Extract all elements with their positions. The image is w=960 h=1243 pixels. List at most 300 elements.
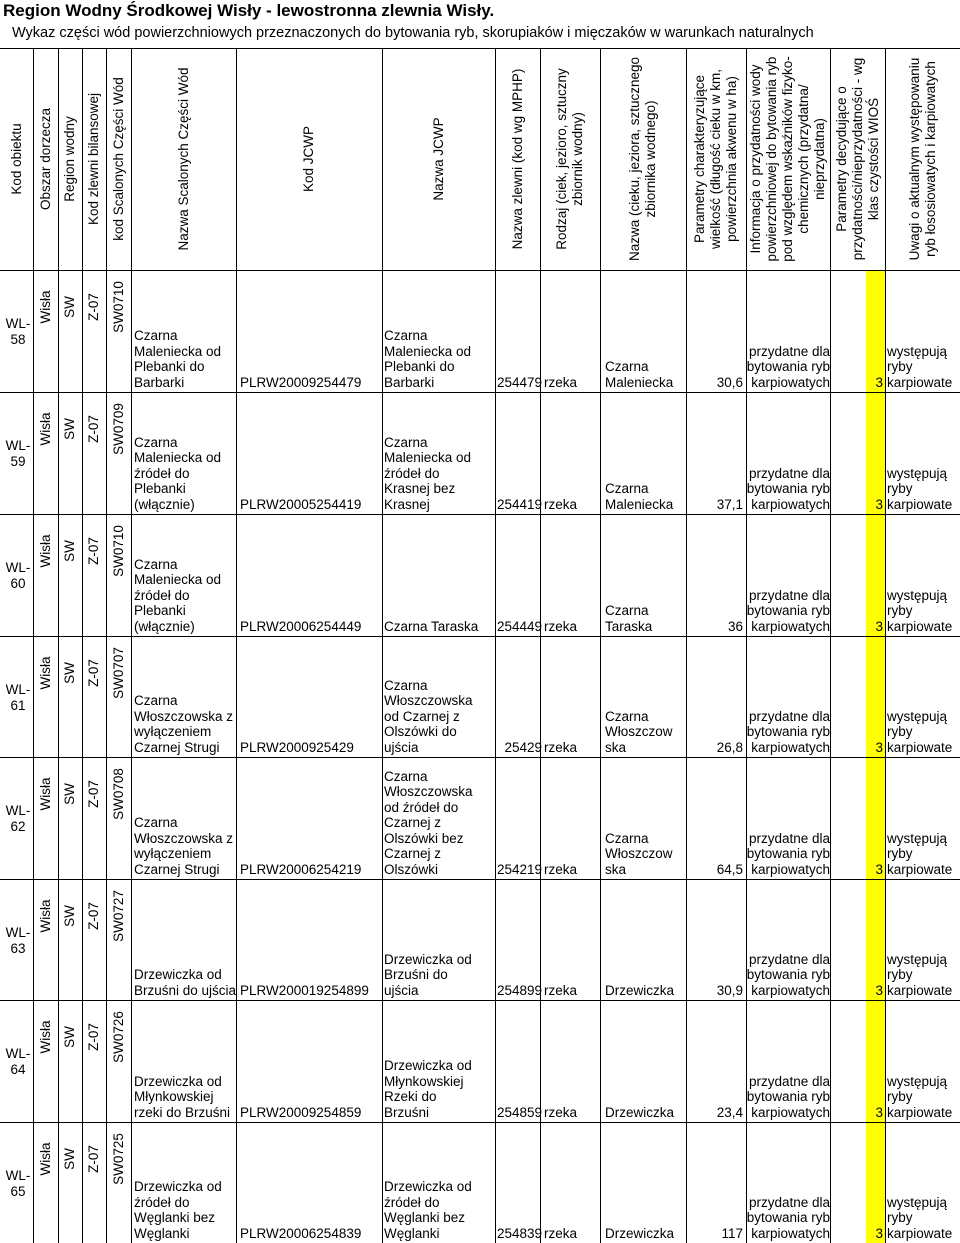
header-label: Nazwa Scalonych Części Wód	[175, 67, 191, 251]
object-code-line: WL-	[5, 438, 31, 453]
fish-remarks-line: karpiowate	[887, 861, 953, 877]
suitability-info-line: karpiowatych	[751, 1225, 830, 1241]
merged-water-code-text: SW0708	[110, 768, 126, 820]
jcwp-name-line: Drzewiczka od	[384, 951, 472, 967]
basin-area	[33, 1124, 58, 1194]
jcwp-name-line: Brzuśni do	[384, 967, 448, 982]
water-type: rzeka	[544, 496, 578, 512]
merged-water-name-line: Włoszczowska z	[134, 830, 234, 846]
jcwp-name-line: Krasnej	[384, 496, 430, 512]
water-name-line: Czarna	[605, 481, 649, 496]
row-divider	[0, 270, 960, 271]
row-divider	[0, 392, 960, 393]
row-divider	[0, 48, 960, 49]
mphp-code: 254839	[496, 1225, 542, 1241]
jcwp-code: PLRW20006254449	[240, 618, 362, 634]
header-cell	[686, 48, 746, 270]
header-cell	[382, 48, 495, 270]
header-label: Informacja o przydatności wody powierzchniowej do bytowania ryb pod względem wskaźników fizyko- chemicznych (przydatna/ nieprzydatna)	[748, 56, 827, 262]
water-name	[605, 603, 685, 634]
merged-water-name-line: Czarna	[134, 328, 178, 343]
merged-water-code	[106, 516, 131, 586]
merged-water-code	[106, 881, 131, 951]
object-code	[4, 1046, 32, 1077]
water-name-line: ska	[605, 861, 627, 877]
column-divider	[746, 48, 747, 1243]
water-type: rzeka	[544, 1225, 578, 1241]
header-label: Kod obiektu	[8, 123, 24, 195]
merged-water-name-line: Barbarki	[134, 374, 185, 390]
row-divider	[0, 879, 960, 880]
water-name	[605, 1105, 685, 1121]
column-divider	[495, 48, 496, 1243]
quality-class: 3	[875, 861, 883, 877]
merged-water-name-line: (włącznie)	[134, 496, 195, 512]
merged-water-name-line: Węglanki	[134, 1225, 190, 1241]
water-region-text: SW	[62, 418, 77, 440]
water-name-line: ska	[605, 739, 627, 755]
basin-area-text: Wisła	[37, 1142, 53, 1176]
suitability-info-line: przydatne dla	[748, 587, 830, 603]
merged-water-code	[106, 638, 131, 708]
fish-remarks-line: karpiowate	[887, 1225, 953, 1241]
merged-water-name-line: Węglanki bez	[134, 1210, 216, 1225]
water-name	[605, 983, 685, 999]
document-subtitle: Wykaz części wód powierzchniowych przeznaczonych do bytowania ryb, skorupiaków i mięczaków w warunkach naturalnych	[12, 25, 814, 41]
water-name-line: Czarna	[605, 708, 649, 724]
jcwp-name-line: Czarna	[384, 434, 428, 450]
jcwp-name-line: Czarnej z	[384, 846, 442, 861]
column-divider	[885, 48, 886, 1243]
merged-water-code	[106, 1002, 131, 1072]
merged-water-code	[106, 1124, 131, 1194]
merged-water-name-line: Plebanki	[134, 481, 186, 496]
suitability-info-line: karpiowatych	[751, 1104, 830, 1120]
header-cell	[82, 48, 106, 270]
fish-remarks-line: występują	[887, 587, 948, 603]
basin-area-text: Wisła	[37, 777, 53, 811]
jcwp-code: PLRW2000925429	[240, 739, 354, 755]
suitability-info	[740, 709, 830, 756]
fish-remarks-line: występują	[887, 1194, 948, 1210]
header-cell	[885, 48, 960, 270]
water-name-line: Czarna	[605, 603, 649, 618]
quality-class: 3	[875, 739, 883, 755]
jcwp-name-line: Maleniecka od	[384, 450, 472, 465]
suitability-info-line: bytowania ryb	[746, 1089, 830, 1104]
object-code-line: 61	[10, 697, 26, 713]
quality-class: 3	[875, 1104, 883, 1120]
catchment-code	[82, 394, 106, 464]
header-cell	[495, 48, 540, 270]
fish-remarks-line: ryby	[887, 846, 913, 861]
merged-water-code	[106, 394, 131, 464]
jcwp-name-line: Barbarki	[384, 374, 435, 390]
mphp-code: 254449	[496, 618, 542, 634]
object-code-line: WL-	[5, 1046, 31, 1061]
object-code	[4, 438, 32, 469]
merged-water-name-line: Czarnej Strugi	[134, 861, 220, 877]
column-divider	[382, 48, 383, 1243]
water-name	[605, 359, 685, 390]
jcwp-code: PLRW200019254899	[240, 982, 369, 998]
merged-water-name	[134, 815, 236, 877]
object-code	[4, 316, 32, 347]
quality-class: 3	[875, 496, 883, 512]
header-label: Uwagi o aktualnym występowaniu ryb łososiowatych i karpiowatych	[906, 57, 938, 261]
basin-area-text: Wisła	[37, 290, 53, 324]
header-label: Parametry decydujące o przydatności/nieprzydatności - wg klas czystości WIOŚ	[833, 57, 881, 261]
merged-water-name	[134, 557, 236, 635]
merged-water-name-line: Plebanki	[134, 603, 186, 618]
quality-class: 3	[875, 374, 883, 390]
jcwp-name-line: źródeł do	[384, 1194, 440, 1210]
water-region-text: SW	[62, 1148, 77, 1170]
suitability-info-line: bytowania ryb	[746, 846, 830, 861]
merged-water-name	[134, 693, 236, 755]
fish-remarks-line: ryby	[887, 1210, 913, 1225]
basin-area	[33, 1002, 58, 1072]
row-divider	[0, 514, 960, 515]
suitability-info-line: bytowania ryb	[746, 359, 830, 374]
basin-area	[33, 394, 58, 464]
water-type: rzeka	[544, 618, 578, 634]
jcwp-name-line: Drzewiczka od	[384, 1179, 472, 1194]
suitability-info-line: karpiowatych	[751, 739, 830, 755]
merged-water-name-line: Maleniecka od	[134, 343, 222, 359]
jcwp-name-line: Maleniecka od	[384, 343, 472, 359]
water-name-line: Drzewiczka	[605, 1104, 675, 1120]
catchment-code-text: Z-07	[86, 1145, 101, 1173]
basin-area-text: Wisła	[37, 534, 53, 568]
quality-class: 3	[875, 1225, 883, 1241]
header-cell	[600, 48, 686, 270]
object-code	[4, 1168, 32, 1199]
catchment-code	[82, 1124, 106, 1194]
fish-remarks	[887, 831, 960, 878]
column-divider	[600, 48, 601, 1243]
fish-remarks-line: karpiowate	[887, 982, 953, 998]
fish-remarks	[887, 588, 960, 635]
fish-remarks-line: karpiowate	[887, 739, 953, 755]
suitability-info	[740, 588, 830, 635]
suitability-info-line: przydatne dla	[748, 1194, 830, 1210]
header-label: kod Scalonych Części Wód	[110, 77, 126, 241]
merged-water-name-line: źródeł do	[134, 465, 190, 481]
basin-area-text: Wisła	[37, 899, 53, 933]
water-name-line: Drzewiczka	[605, 982, 675, 998]
suitability-info-line: bytowania ryb	[746, 967, 830, 982]
jcwp-code: PLRW20006254219	[240, 861, 362, 877]
column-divider	[236, 48, 237, 1243]
fish-remarks-line: występują	[887, 708, 948, 724]
document-title: Region Wodny Środkowej Wisły - lewostronna zlewnia Wisły.	[3, 1, 495, 20]
water-type: rzeka	[544, 1104, 578, 1120]
merged-water-name	[134, 1074, 236, 1121]
suitability-info-line: karpiowatych	[751, 861, 830, 877]
merged-water-name-line: Drzewiczka od	[134, 1179, 222, 1194]
suitability-info	[740, 1195, 830, 1242]
suitability-info-line: karpiowatych	[751, 496, 830, 512]
merged-water-code-text: SW0709	[110, 403, 126, 455]
merged-water-name-line: Czarna	[134, 556, 178, 572]
row-divider	[0, 1000, 960, 1001]
jcwp-name-line: Czarna	[384, 328, 428, 343]
merged-water-name-line: Drzewiczka od	[134, 967, 222, 982]
mphp-code: 25429	[504, 739, 542, 755]
water-name-line: Czarna	[605, 359, 649, 374]
catchment-code-text: Z-07	[86, 780, 101, 808]
catchment-code-text: Z-07	[86, 415, 101, 443]
merged-water-code	[106, 759, 131, 829]
header-cell	[58, 48, 82, 270]
catchment-code	[82, 881, 106, 951]
suitability-info-line: przydatne dla	[748, 1073, 830, 1089]
object-code	[4, 803, 32, 834]
fish-remarks-line: karpiowate	[887, 374, 953, 390]
fish-remarks-line: występują	[887, 830, 948, 846]
water-name	[605, 831, 685, 878]
water-type: rzeka	[544, 982, 578, 998]
catchment-code-text: Z-07	[86, 1023, 101, 1051]
object-code	[4, 925, 32, 956]
water-region	[58, 1124, 82, 1194]
suitability-info-line: bytowania ryb	[746, 1210, 830, 1225]
size-parameter: 30,6	[716, 374, 743, 390]
fish-remarks	[887, 344, 960, 391]
merged-water-name-line: Maleniecka od	[134, 450, 222, 465]
fish-remarks-line: ryby	[887, 603, 913, 618]
water-region	[58, 1002, 82, 1072]
column-divider	[830, 48, 831, 1243]
water-name	[605, 481, 685, 512]
suitability-info	[740, 952, 830, 999]
mphp-code: 254479	[496, 374, 542, 390]
size-parameter: 36	[727, 618, 743, 634]
catchment-code-text: Z-07	[86, 902, 101, 930]
suitability-info-line: przydatne dla	[748, 343, 830, 359]
merged-water-code-text: SW0727	[110, 890, 126, 942]
header-cell	[33, 48, 58, 270]
quality-class: 3	[875, 618, 883, 634]
merged-water-name	[134, 1179, 236, 1241]
water-name-line: Maleniecka	[605, 496, 674, 512]
water-region	[58, 638, 82, 708]
merged-water-name-line: Czarnej Strugi	[134, 739, 220, 755]
water-region-text: SW	[62, 783, 77, 805]
header-label: Region wodny	[62, 116, 77, 202]
suitability-info-line: przydatne dla	[748, 951, 830, 967]
suitability-info	[740, 1074, 830, 1121]
mphp-code: 254859	[496, 1104, 542, 1120]
jcwp-name-line: Czarna Taraska	[384, 618, 479, 634]
header-label: Kod JCWP	[301, 125, 316, 193]
header-label: Nazwa (cieku, jeziora, sztucznego zbiornika wodnego)	[627, 56, 658, 262]
water-type: rzeka	[544, 739, 578, 755]
merged-water-name	[134, 328, 236, 390]
fish-remarks-line: ryby	[887, 481, 913, 496]
header-cell	[540, 48, 600, 270]
header-cell	[106, 48, 131, 270]
merged-water-name-line: Brzuśni do ujścia	[134, 982, 237, 998]
jcwp-name-line: Plebanki do	[384, 359, 455, 374]
header-cell	[131, 48, 236, 270]
jcwp-name-line: ujścia	[384, 739, 419, 755]
jcwp-name-line: Olszówki bez	[384, 830, 464, 846]
water-type: rzeka	[544, 861, 578, 877]
water-region-text: SW	[62, 1026, 77, 1048]
water-name-line: Włoszczow	[605, 724, 673, 739]
merged-water-name	[134, 435, 236, 513]
catchment-code-text: Z-07	[86, 293, 101, 321]
jcwp-name-line: Węglanki bez	[384, 1210, 466, 1225]
fish-remarks	[887, 952, 960, 999]
size-parameter: 23,4	[716, 1104, 743, 1120]
suitability-info-line: przydatne dla	[748, 708, 830, 724]
jcwp-name-line: Olszówki	[384, 861, 439, 877]
basin-area-text: Wisła	[37, 656, 53, 690]
fish-remarks	[887, 1074, 960, 1121]
merged-water-code-text: SW0710	[110, 281, 126, 333]
merged-water-name-line: Włoszczowska z	[134, 708, 234, 724]
merged-water-name-line: Czarna	[134, 434, 178, 450]
catchment-code	[82, 272, 106, 342]
merged-water-name-line: Plebanki do	[134, 359, 205, 374]
size-parameter: 26,8	[716, 739, 743, 755]
water-name-line: Drzewiczka	[605, 1225, 675, 1241]
fish-remarks	[887, 1195, 960, 1242]
header-cell	[236, 48, 382, 270]
suitability-info-line: bytowania ryb	[746, 481, 830, 496]
merged-water-name-line: źródeł do	[134, 1194, 190, 1210]
header-label: Parametry charakteryzujące wielkość (długość cieku w km, powierzchnia akwenu w ha)	[692, 68, 739, 250]
object-code-line: 58	[10, 331, 26, 347]
merged-water-name-line: Maleniecka od	[134, 572, 222, 587]
jcwp-name-line: Olszówki do	[384, 724, 457, 739]
jcwp-name-line: od Czarnej z	[384, 708, 460, 724]
catchment-code	[82, 516, 106, 586]
header-label: Rodzaj (ciek, jezioro, sztuczny zbiornik wodny)	[554, 68, 585, 250]
object-code-line: WL-	[5, 682, 31, 697]
basin-area	[33, 272, 58, 342]
object-code-line: 63	[10, 940, 26, 956]
jcwp-name-line: Węglanki	[384, 1225, 440, 1241]
basin-area	[33, 759, 58, 829]
header-label: Obszar dorzecza	[37, 107, 53, 211]
jcwp-name-line: ujścia	[384, 982, 419, 998]
merged-water-code-text: SW0725	[110, 1133, 126, 1185]
merged-water-name-line: źródeł do	[134, 587, 190, 603]
suitability-info-line: karpiowatych	[751, 982, 830, 998]
merged-water-code-text: SW0710	[110, 525, 126, 577]
catchment-code	[82, 638, 106, 708]
water-name-line: Czarna	[605, 830, 649, 846]
basin-area	[33, 516, 58, 586]
fish-remarks-line: karpiowate	[887, 496, 953, 512]
merged-water-code-text: SW0707	[110, 647, 126, 699]
size-parameter: 64,5	[716, 861, 743, 877]
row-divider	[0, 757, 960, 758]
suitability-info-line: karpiowatych	[751, 374, 830, 390]
water-region	[58, 881, 82, 951]
merged-water-name	[134, 967, 236, 998]
header-cell	[746, 48, 830, 270]
fish-remarks-line: ryby	[887, 724, 913, 739]
merged-water-name-line: Czarna	[134, 815, 178, 830]
size-parameter: 30,9	[716, 982, 743, 998]
basin-area-text: Wisła	[37, 1020, 53, 1054]
water-name-line: Taraska	[605, 618, 653, 634]
basin-area	[33, 881, 58, 951]
jcwp-code: PLRW20005254419	[240, 496, 362, 512]
water-name-line: Maleniecka	[605, 374, 674, 390]
fish-remarks-line: występują	[887, 951, 948, 967]
suitability-info	[740, 831, 830, 878]
fish-remarks-line: ryby	[887, 359, 913, 374]
suitability-info	[740, 344, 830, 391]
catchment-code	[82, 1002, 106, 1072]
object-code-line: WL-	[5, 925, 31, 940]
water-name-line: Włoszczow	[605, 846, 673, 861]
object-code-line: 62	[10, 818, 26, 834]
object-code-line: 64	[10, 1061, 26, 1077]
basin-area	[33, 638, 58, 708]
water-region	[58, 272, 82, 342]
row-divider	[0, 636, 960, 637]
merged-water-name-line: Młynkowskiej	[134, 1089, 214, 1104]
object-code-line: WL-	[5, 316, 31, 331]
mphp-code: 254899	[496, 982, 542, 998]
catchment-code-text: Z-07	[86, 659, 101, 687]
jcwp-name-line: Czarna	[384, 677, 428, 693]
water-region-text: SW	[62, 296, 77, 318]
catchment-code	[82, 759, 106, 829]
object-code-line: WL-	[5, 1168, 31, 1183]
fish-remarks-line: karpiowate	[887, 1104, 953, 1120]
mphp-code: 254219	[496, 861, 542, 877]
object-code-line: 60	[10, 575, 26, 591]
jcwp-name-line: Czarna	[384, 768, 428, 784]
row-divider	[0, 1122, 960, 1123]
fish-remarks	[887, 466, 960, 513]
suitability-info-line: przydatne dla	[748, 830, 830, 846]
catchment-code-text: Z-07	[86, 537, 101, 565]
fish-remarks-line: ryby	[887, 967, 913, 982]
jcwp-code: PLRW20009254859	[240, 1104, 362, 1120]
fish-remarks	[887, 709, 960, 756]
fish-remarks-line: występują	[887, 1073, 948, 1089]
header-label: Nazwa zlewni (kod wg MPHP)	[509, 68, 525, 250]
jcwp-name-line: źródeł do	[384, 465, 440, 481]
jcwp-name-line: Młynkowskiej	[384, 1073, 464, 1089]
suitability-info-line: przydatne dla	[748, 465, 830, 481]
basin-area-text: Wisła	[37, 412, 53, 446]
header-label: Kod zlewni bilansowej	[86, 92, 101, 226]
jcwp-name-line: Drzewiczka od	[384, 1058, 472, 1073]
suitability-info-line: bytowania ryb	[746, 724, 830, 739]
mphp-code: 254419	[496, 496, 542, 512]
water-region-text: SW	[62, 540, 77, 562]
jcwp-name-line: od źródeł do	[384, 799, 459, 815]
header-cell	[830, 48, 885, 270]
merged-water-name-line: wyłączeniem	[134, 846, 212, 861]
water-region	[58, 516, 82, 586]
merged-water-name-line: wyłączeniem	[134, 724, 212, 739]
object-code-line: 59	[10, 453, 26, 469]
fish-remarks-line: występują	[887, 343, 948, 359]
jcwp-name-line: Brzuśni	[384, 1104, 430, 1120]
water-region-text: SW	[62, 662, 77, 684]
